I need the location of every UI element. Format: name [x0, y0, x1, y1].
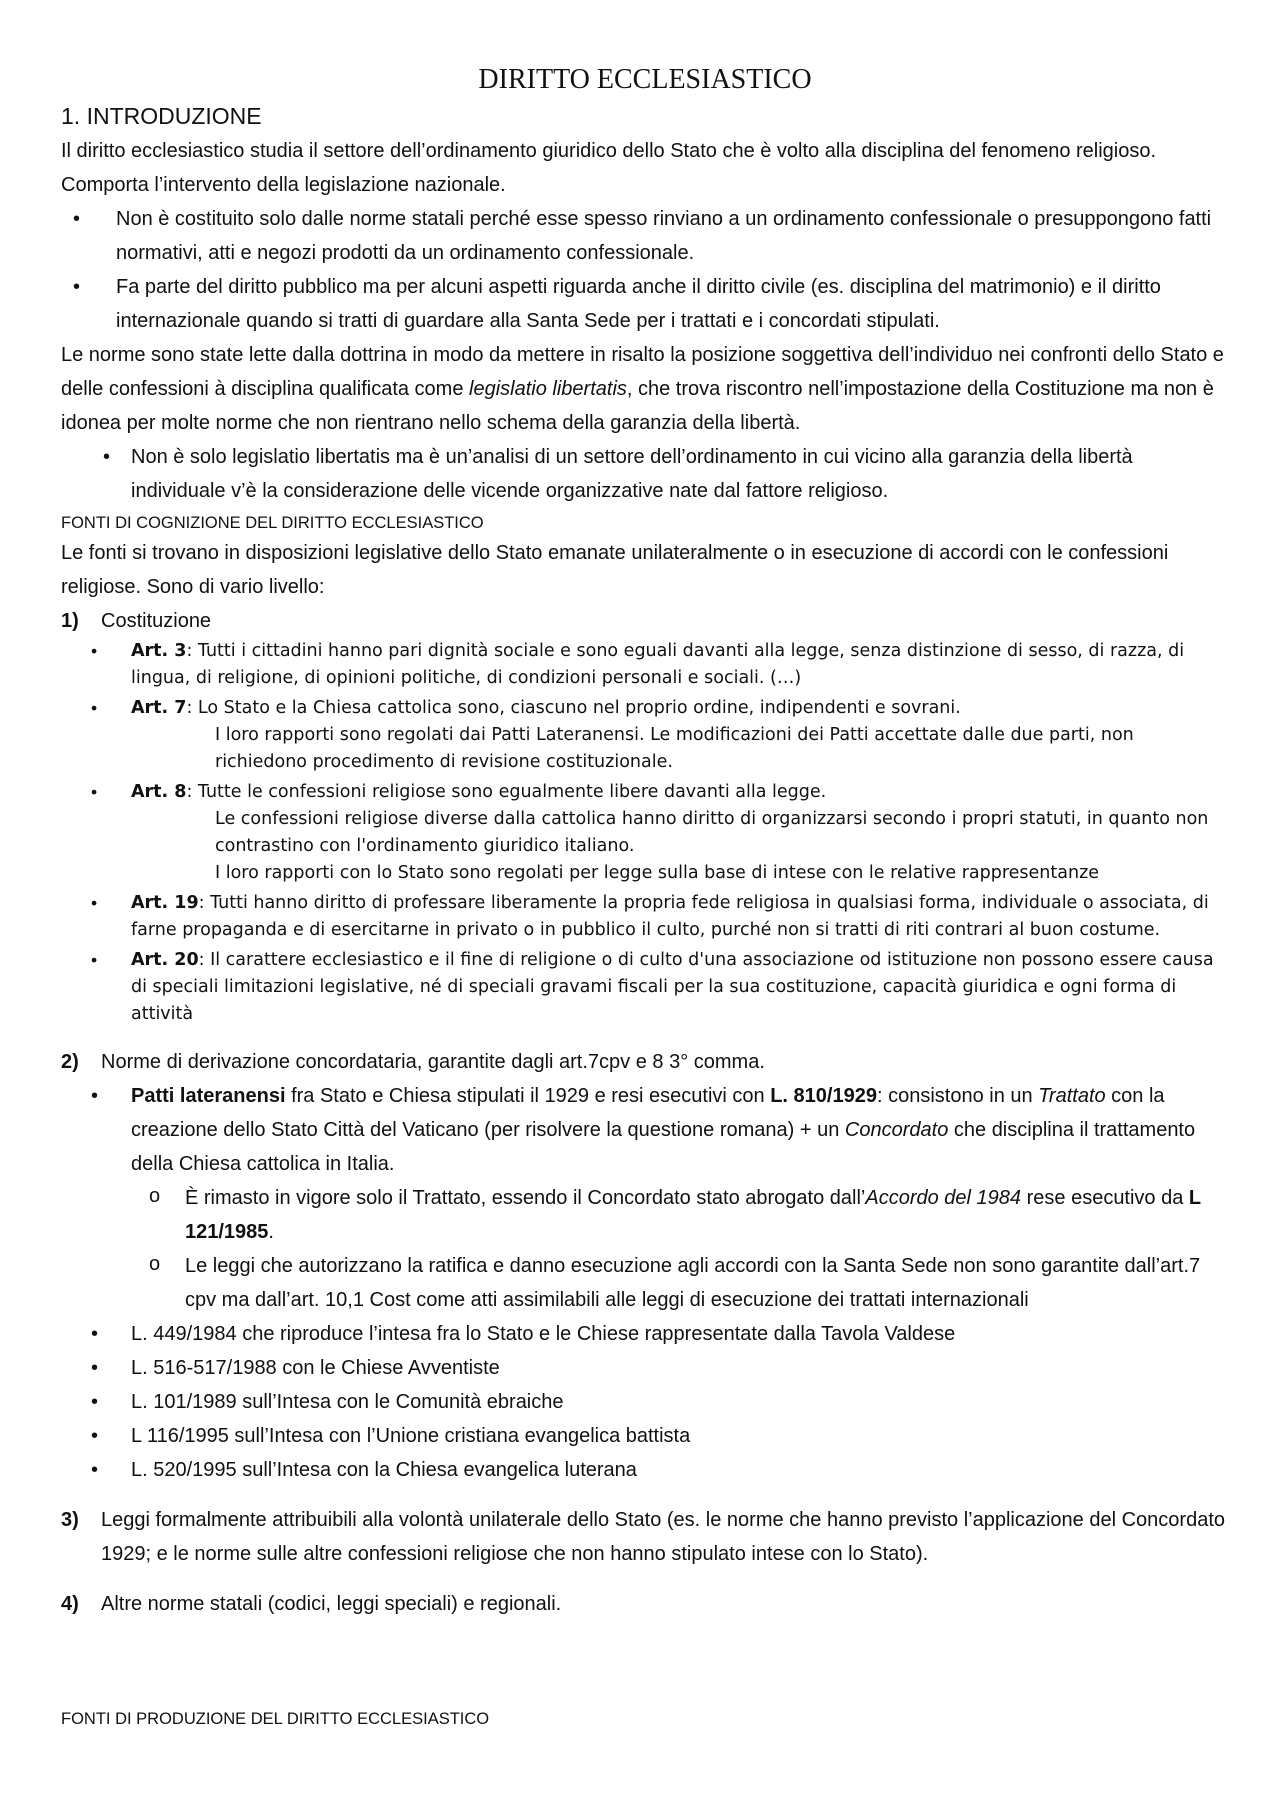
item-number: 1) — [61, 610, 79, 632]
numbered-item-2: 2) Norme di derivazione concordataria, garantite dagli art.7cpv e 8 3° comma. — [61, 1045, 1229, 1079]
list-item: • L. 516-517/1988 con le Chiese Avventiste — [61, 1351, 1229, 1385]
law-list — [61, 1317, 1229, 1487]
numbered-item-1: 1) Costituzione — [61, 604, 1229, 638]
bullet-list — [61, 202, 1229, 338]
article-list — [61, 638, 1229, 1028]
list-item: • L. 101/1989 sull’Intesa con le Comunità ebraiche — [61, 1385, 1229, 1419]
sub-list — [61, 1181, 1229, 1317]
item-number: 2) — [61, 1051, 79, 1073]
numbered-item-4: 4) Altre norme statali (codici, leggi speciali) e regionali. — [61, 1587, 1229, 1621]
list-item: • Art. 19: Tutti hanno diritto di professare liberamente la propria fede religiosa in qualsiasi forma, individuale o associata, di farne propaganda e di esercitarne in privato o in pubblico il culto, purché non si tratti di riti contrari al buon costume. — [61, 890, 1229, 944]
subheading-fonti-produzione: FONTI DI PRODUZIONE DEL DIRITTO ECCLESIASTICO — [61, 1710, 490, 1728]
paragraph: Le fonti si trovano in disposizioni legislative dello Stato emanate unilateralmente o in esecuzione di accordi con le confessioni religiose. Sono di vario livello: — [61, 542, 1169, 598]
emphasis: legislatio libertatis — [469, 378, 627, 400]
list-item: • Art. 3: Tutti i cittadini hanno pari dignità sociale e sono eguali davanti alla legge, senza distinzione di sesso, di razza, di lingua, di religione, di opinioni politiche, di condizioni personali e sociali. (…) — [61, 638, 1229, 692]
item-number: 4) — [61, 1593, 79, 1615]
paragraph: Le norme sono state lette dalla dottrina in modo da mettere in risalto la posizione soggettiva dell’individuo nei confronti dello Stato e delle confessioni à disciplina qualificata come legislatio libertatis, che trova riscontro nell’impostazione della Costituzione ma non è idonea per molte norme che non rientrano nello schema della garanzia della libertà. — [61, 344, 1224, 434]
bullet-list — [61, 1079, 1229, 1181]
list-item: • Art. 20: Il carattere ecclesiastico e il fine di religione o di culto d'una associazione od istituzione non possono essere causa di speciali limitazioni legislative, né di speciali gravami fiscali per la sua costituzione, capacità giuridica e ogni forma di attività — [61, 947, 1229, 1028]
document-page — [61, 62, 1229, 1621]
list-item: • L. 520/1995 sull’Intesa con la Chiesa evangelica luterana — [61, 1453, 1229, 1487]
document-title: DIRITTO ECCLESIASTICO — [478, 64, 812, 95]
list-item: • Art. 8: Tutte le confessioni religiose sono egualmente libere davanti alla legge. Le confessioni religiose diverse dalla cattolica hanno diritto di organizzarsi secondo i propri statuti, in quanto non contrastino con l'ordinamento giuridico italiano. I loro rapporti con lo Stato sono regolati per legge sulla base di intese con le relative rappresentanze — [61, 779, 1229, 887]
list-item: • L. 449/1984 che riproduce l’intesa fra lo Stato e le Chiese rappresentate dalla Tavola Valdese — [61, 1317, 1229, 1351]
list-item: • Non è solo legislatio libertatis ma è un’analisi di un settore dell’ordinamento in cui vicino alla garanzia della libertà individuale v’è la considerazione delle vicende organizzative nate dal fattore religioso. — [61, 440, 1229, 508]
bullet-list — [61, 440, 1229, 508]
item-number: 3) — [61, 1509, 79, 1531]
list-item: • Fa parte del diritto pubblico ma per alcuni aspetti riguarda anche il diritto civile (es. disciplina del matrimonio) e il diritto internazionale quando si tratti di guardare alla Santa Sede per i trattati e i concordati stipulati. — [61, 270, 1229, 338]
sub-list-item: o Le leggi che autorizzano la ratifica e danno esecuzione agli accordi con la Santa Sede non sono garantite dall’art.7 cpv ma dall’art. 10,1 Cost come atti assimilabili alle leggi di esecuzione dei trattati internazionali — [61, 1249, 1229, 1317]
arrow-icon: à — [214, 378, 226, 400]
list-item: • Non è costituito solo dalle norme statali perché esse spesso rinviano a un ordinamento confessionale o presuppongono fatti normativi, atti e negozi prodotti da un ordinamento confessionale. — [61, 202, 1229, 270]
list-item: • Patti lateranensi fra Stato e Chiesa stipulati il 1929 e resi esecutivi con L. 810/1929: consistono in un Trattato con la creazione dello Stato Città del Vaticano (per risolvere la questione romana) + un Concordato che disciplina il trattamento della Chiesa cattolica in Italia. — [61, 1079, 1229, 1181]
sub-list-item: o È rimasto in vigore solo il Trattato, essendo il Concordato stato abrogato dall’Accordo del 1984 rese esecutivo da L 121/1985. — [61, 1181, 1229, 1249]
subheading-fonti-cognizione: FONTI DI COGNIZIONE DEL DIRITTO ECCLESIASTICO — [61, 514, 484, 532]
list-item: • L 116/1995 sull’Intesa con l’Unione cristiana evangelica battista — [61, 1419, 1229, 1453]
paragraph: Il diritto ecclesiastico studia il settore dell’ordinamento giuridico dello Stato che è volto alla disciplina del fenomeno religioso. Comporta l’intervento della legislazione nazionale. — [61, 140, 1157, 196]
numbered-item-3: 3) Leggi formalmente attribuibili alla volontà unilaterale dello Stato (es. le norme che hanno previsto l’applicazione del Concordato 1929; e le norme sulle altre confessioni religiose che non hanno stipulato intese con lo Stato). — [61, 1503, 1229, 1571]
list-item: • Art. 7: Lo Stato e la Chiesa cattolica sono, ciascuno nel proprio ordine, indipendenti e sovrani. I loro rapporti sono regolati dai Patti Lateranensi. Le modificazioni dei Patti accettate dalle due parti, non richiedono procedimento di revisione costituzionale. — [61, 695, 1229, 776]
section-heading-introduzione: 1. INTRODUZIONE — [61, 103, 262, 129]
